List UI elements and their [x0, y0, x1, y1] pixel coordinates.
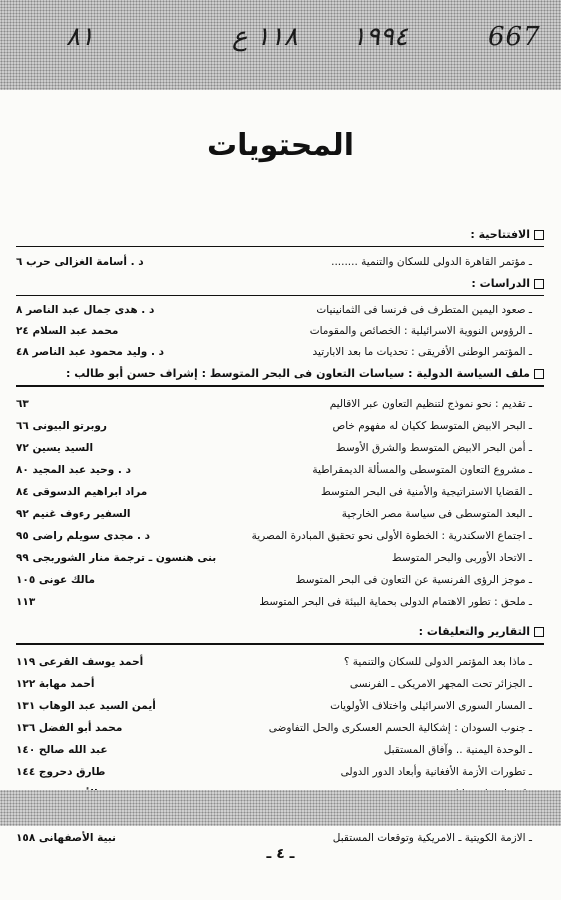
toc-entry: ـ مشروع التعاون المتوسطى والمسألة الديمقراطية د . وحيد عبد المجيد ٨٠ — [16, 464, 532, 476]
toc-entry: ـ الوحدة اليمنية .. وآفاق المستقبل عبد الله صالح ١٤٠ — [16, 744, 532, 756]
toc-entry: ـ الاتحاد الأوربى والبحر المتوسط بنى هنسون ـ ترجمة منار الشوربجى ٩٩ — [16, 552, 532, 564]
toc-entry: ـ تطورات الأزمة الأفغانية وأبعاد الدور الدولى طارق دحروج ١٤٤ — [16, 766, 532, 778]
handwritten-note: ٨١ — [66, 22, 94, 52]
handwritten-note: 667 — [488, 22, 541, 52]
toc-entry: ـ مؤتمر القاهرة الدولى للسكان والتنمية ........ د . أسامة الغزالى حرب ٦ — [16, 256, 532, 268]
toc-entry: ـ البعد المتوسطى فى سياسة مصر الخارجية السفير رءوف غنيم ٩٢ — [16, 508, 532, 520]
toc-entry: ـ اجتماع الاسكندرية : الخطوة الأولى نحو تحقيق المبادرة المصرية د . مجدى سويلم راضى ٩٥ — [16, 530, 532, 542]
toc-entry: ـ المؤتمر الوطنى الأفريقى : تحديات ما بعد الابارتيد د . وليد محمود عبد الناصر ٤٨ — [16, 346, 532, 358]
checkbox-icon — [534, 627, 544, 637]
bottom-halftone-band — [0, 790, 561, 826]
section-heading-studies: الدراسات : — [16, 273, 544, 296]
section-heading-dossier: ملف السياسة الدولية : سياسات التعاون فى البحر المتوسط : إشراف حسن أبو طالب : — [16, 363, 544, 387]
toc-entry: ـ موجز الرؤى الفرنسية عن التعاون فى البحر المتوسط مالك عونى ١٠٥ — [16, 574, 532, 586]
toc-entry: ـ البحر الابيض المتوسط ككيان له مفهوم خاص روبرتو البيونى ٦٦ — [16, 420, 532, 432]
page-title: المحتويات — [206, 128, 354, 163]
section-heading-reports: التقارير والتعليقات : — [16, 621, 544, 645]
toc-entry: ـ ماذا بعد المؤتمر الدولى للسكان والتنمية ؟ أحمد يوسف القرعى ١١٩ — [16, 656, 532, 668]
toc-entry: ـ المسار السورى الاسرائيلى واختلاف الأولويات أيمن السيد عبد الوهاب ١٣١ — [16, 700, 532, 712]
checkbox-icon — [534, 230, 544, 240]
checkbox-icon — [534, 279, 544, 289]
handwritten-note: ١٩٩٤ — [352, 22, 408, 52]
page-number: ـ ٤ ـ — [266, 846, 295, 862]
toc-entry: ـ ملحق : تطور الاهتمام الدولى بحماية البيئة فى البحر المتوسط ١١٣ — [16, 596, 532, 608]
toc-entry: ـ جنوب السودان : إشكالية الحسم العسكرى والحل التفاوضى محمد أبو الفضل ١٣٦ — [16, 722, 532, 734]
handwritten-note: ١١٨ ع — [232, 22, 298, 52]
toc-entry: ـ أمن البحر الابيض المتوسط والشرق الأوسط السيد يسين ٧٢ — [16, 442, 532, 454]
toc-entry: ـ الرؤوس النووية الاسرائيلية : الخصائص والمقومات محمد عبد السلام ٢٤ — [16, 325, 532, 337]
toc-entry: ـ صعود اليمين المتطرف فى فرنسا فى الثمانينيات د . هدى جمال عبد الناصر ٨ — [16, 304, 532, 316]
toc-entry: ـ القضايا الاستراتيجية والأمنية فى البحر المتوسط مراد ابراهيم الدسوقى ٨٤ — [16, 486, 532, 498]
table-of-contents — [16, 224, 544, 849]
toc-entry: ـ تقديم : نحو نموذج لتنظيم التعاون عبر الاقاليم ٦٣ — [16, 398, 532, 410]
toc-entry: ـ الجزائر تحت المجهر الامريكى ـ الفرنسى أحمد مهابة ١٢٢ — [16, 678, 532, 690]
section-heading-editorial: الافتتاحية : — [16, 224, 544, 247]
checkbox-icon — [534, 369, 544, 379]
toc-entry: ـ الازمة الكويتية ـ الامريكية وتوقعات المستقبل نبية الأصفهانى ١٥٨ — [16, 832, 532, 844]
